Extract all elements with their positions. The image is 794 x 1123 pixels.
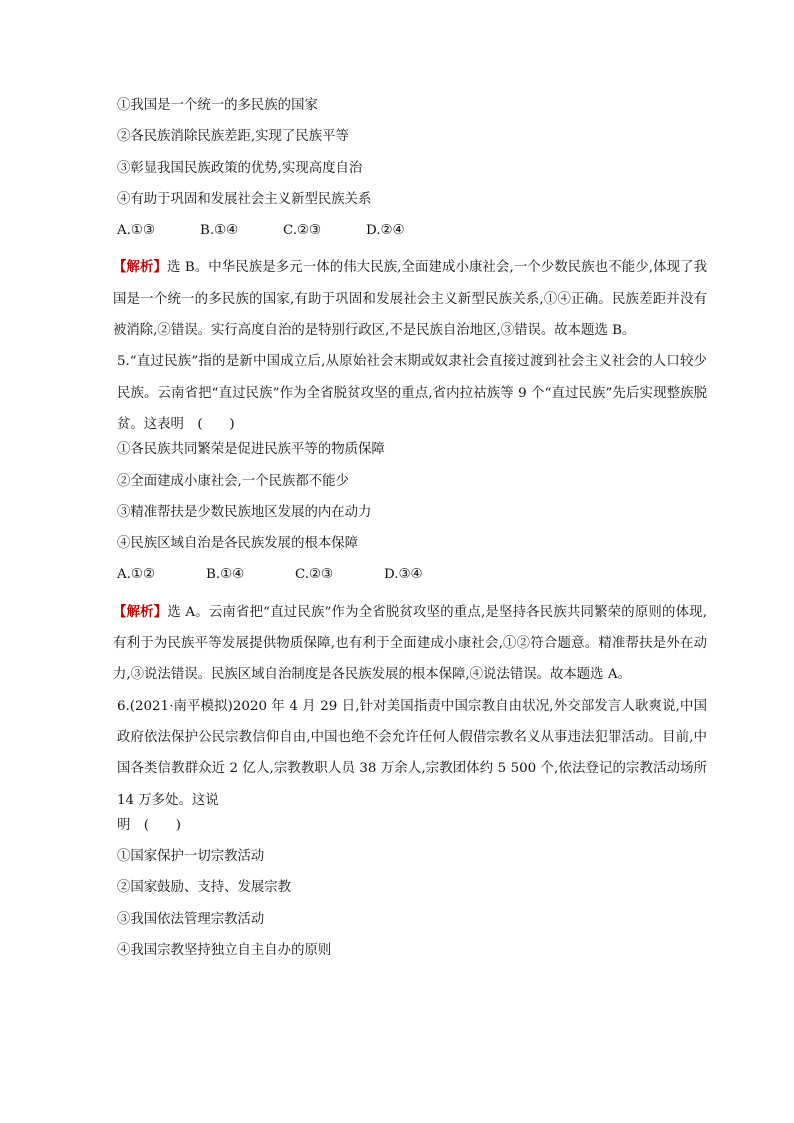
q4-item-1: ①我国是一个统一的多民族的国家 <box>117 98 318 113</box>
q5-analysis <box>113 597 707 691</box>
q4-option-d: D.②④ <box>366 223 405 239</box>
q4-item-2: ②各民族消除民族差距,实现了民族平等 <box>117 129 349 145</box>
q4-option-c: C.②③ <box>283 223 322 239</box>
q4-analysis <box>113 252 707 346</box>
q5-option-c: C.②③ <box>295 567 334 583</box>
q6-stem-tail: 明 ( ) <box>117 817 182 833</box>
q5-option-d: D.③④ <box>384 567 423 583</box>
q5-analysis-tag: 【解析】 <box>113 603 168 620</box>
q6-stem: 6.(2021·南平模拟)2020 年 4 月 29 日,针对美国指责中国宗教自由状况,外交部发言人耿爽说,中国政府依法保护公民宗教信仰自由,中国也绝不会允许任何人假借宗教名义从事违法犯罪活动。目前,中国各类信教群众近 2 亿人,宗教教职人员 38 万余人,宗教团体约 5 500 个,依法登记的宗教活动场所 14 万多处。这说 <box>117 698 707 808</box>
q6-item-3: ③我国依法管理宗教活动 <box>117 911 265 927</box>
q4-option-b: B.①④ <box>200 223 239 239</box>
q5-option-a: A.①② <box>117 567 155 583</box>
q4-options <box>117 221 707 252</box>
q5-item-2: ②全面建成小康社会,一个民族都不能少 <box>117 473 349 489</box>
q5-item-3: ③精准帮扶是少数民族地区发展的内在动力 <box>117 504 372 520</box>
document-page <box>113 96 707 972</box>
q6-item-1: ①国家保护一切宗教活动 <box>117 849 265 865</box>
q5-item-1: ①各民族共同繁荣是促进民族平等的物质保障 <box>117 442 385 458</box>
q4-analysis-tag: 【解析】 <box>113 259 167 276</box>
q5-analysis-text: 选 A。云南省把“直过民族”作为全省脱贫攻坚的重点,是坚持各民族共同繁荣的原则的体现,有利于为民族平等发展提供物质保障,也有利于全面建成小康社会,①②符合题意。精准帮扶是外在动力,③说法错误。民族区域自治制度是各民族发展的根本保障,④说法错误。故本题选 A。 <box>113 604 707 683</box>
q5-options <box>117 565 707 596</box>
q6-item-2: ②国家鼓励、支持、发展宗教 <box>117 880 292 896</box>
q5-item-4: ④民族区域自治是各民族发展的根本保障 <box>117 536 359 552</box>
q5-stem: 5.“直过民族”指的是新中国成立后,从原始社会末期或奴隶社会直接过渡到社会主义社会的人口较少民族。云南省把“直过民族”作为全省脱贫攻坚的重点,省内拉祜族等 9 个“直过民族”先后实现整族脱贫。这表明 ( ) <box>117 354 707 432</box>
q4-option-a: A.①③ <box>117 223 155 239</box>
q6-item-4: ④我国宗教坚持独立自主自办的原则 <box>117 943 332 959</box>
q5-option-b: B.①④ <box>206 567 245 583</box>
q4-analysis-text: 选 B。中华民族是多元一体的伟大民族,全面建成小康社会,一个少数民族也不能少,体现了我国是一个统一的多民族的国家,有助于巩固和发展社会主义新型民族关系,①④正确。民族差距并没有被消除,②错误。实行高度自治的是特别行政区,不是民族自治地区,③错误。故本题选 B。 <box>113 260 707 339</box>
q4-item-3: ③彰显我国民族政策的优势,实现高度自治 <box>117 160 363 176</box>
q4-item-4: ④有助于巩固和发展社会主义新型民族关系 <box>117 191 372 207</box>
